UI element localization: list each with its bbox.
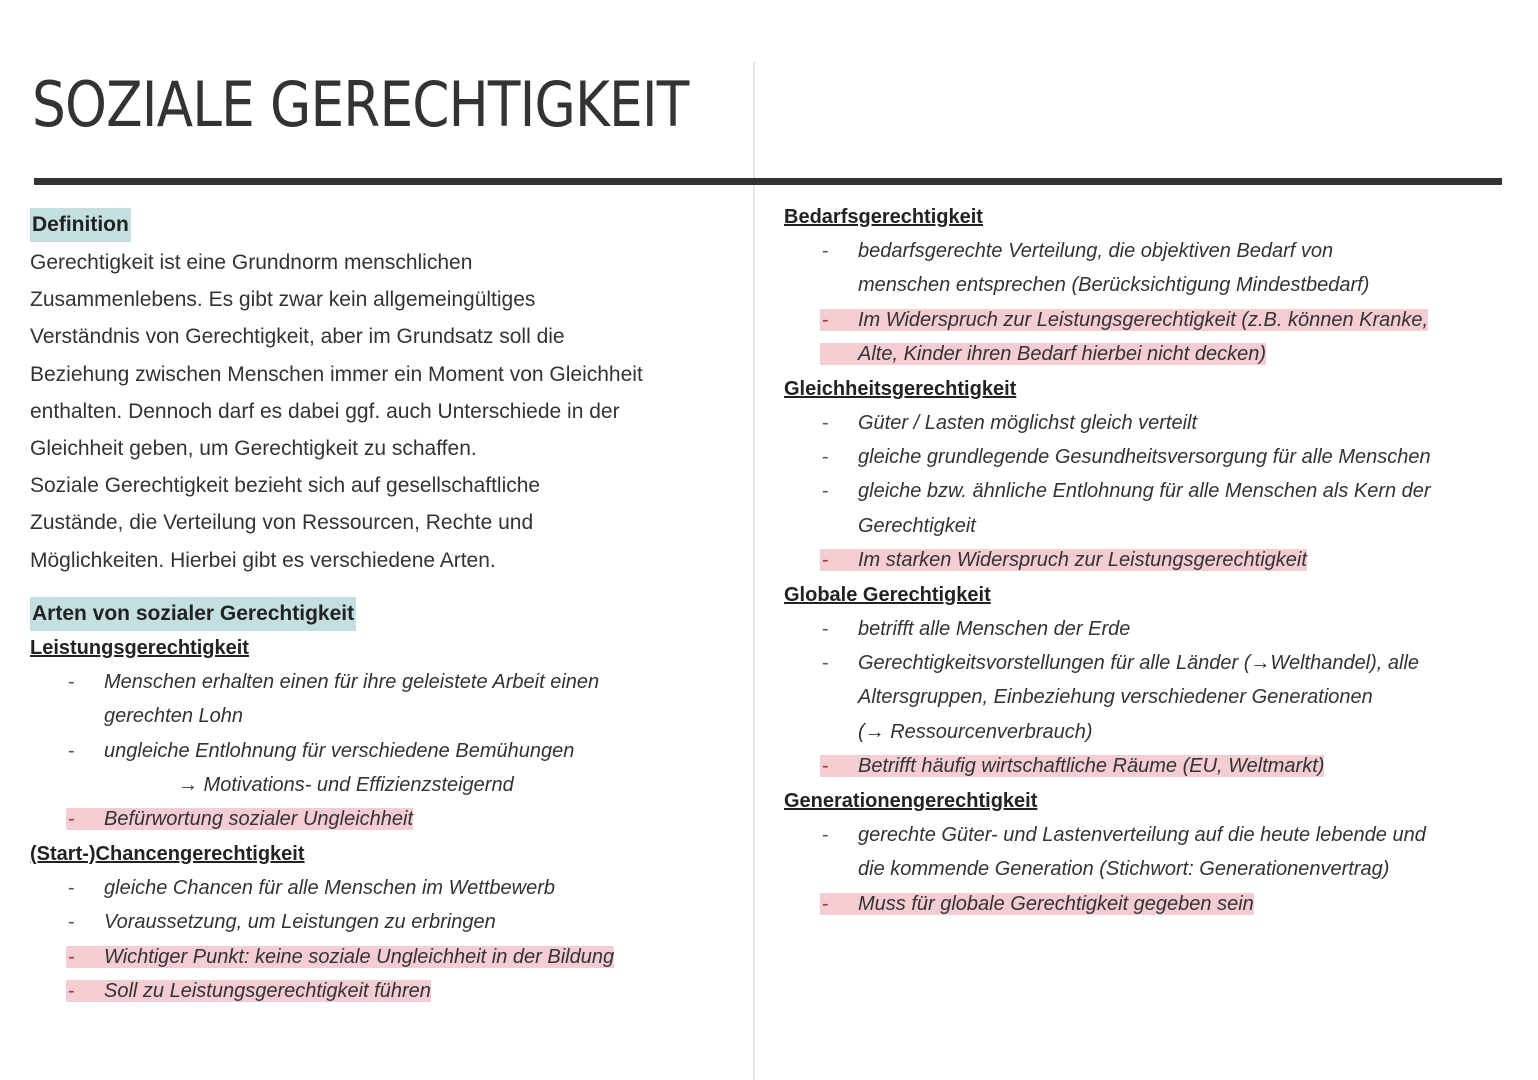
definition-line: Zustände, die Verteilung von Ressourcen, Rechte und: [30, 511, 534, 535]
definition-line: Gerechtigkeit ist eine Grundnorm menschlichen: [30, 251, 473, 274]
list-item: - gerechte Güter- und Lastenverteilung auf die heute lebende und die kommende Generation (Stichwort: Generationenvertrag): [784, 818, 1504, 887]
definition-line: Soziale Gerechtigkeit bezieht sich auf gesellschaftliche: [30, 474, 541, 498]
list-item: - Menschen erhalten einen für ihre geleistete Arbeit einen gerechten Lohn: [30, 665, 730, 734]
bullet-dash: -: [822, 652, 829, 675]
bullet-dash: -: [822, 892, 829, 915]
list-item: - ungleiche Entlohnung für verschiedene Bemühungen: [30, 734, 730, 768]
definition-heading: Definition: [30, 208, 131, 242]
definition-line: Verständnis von Gerechtigkeit, aber im Grundsatz soll die: [30, 325, 565, 349]
definition-line: Beziehung zwischen Menschen immer ein Moment von Gleichheit: [30, 362, 643, 386]
list-item: - Güter / Lasten möglichst gleich verteilt: [784, 406, 1504, 440]
list-item-highlighted: - Betrifft häufig wirtschaftliche Räume (EU, Weltmarkt): [784, 749, 1504, 783]
list-item: - gleiche Chancen für alle Menschen im Wettbewerb: [30, 871, 730, 905]
definition-line: enthalten. Dennoch darf es dabei ggf. auch Unterschiede in der: [30, 399, 620, 423]
list-item: - Gerechtigkeitsvorstellungen für alle Länder (→Welthandel), alle Altersgruppen, Einbeziehung verschiedener Generationen (→ Ressourcenverbrauch): [784, 646, 1504, 749]
subheading-chancengerechtigkeit: (Start-)Chancengerechtigkeit: [30, 842, 305, 865]
bullet-dash: -: [68, 739, 75, 762]
list-item: - betrifft alle Menschen der Erde: [784, 612, 1504, 646]
definition-line: Zusammenlebens. Es gibt zwar kein allgemeingültiges: [30, 288, 536, 312]
list-item-highlighted: - Muss für globale Gerechtigkeit gegeben sein: [784, 887, 1504, 921]
bullet-dash: -: [68, 670, 75, 693]
bullet-dash: -: [822, 823, 829, 846]
arrow-note: → Motivations- und Effizienzsteigernd: [178, 774, 514, 797]
title-rule: [34, 178, 1502, 185]
right-column: [784, 200, 1504, 921]
bullet-dash: -: [68, 876, 75, 899]
bedarf-bullets: [784, 234, 1504, 372]
bullet-dash: -: [822, 480, 829, 503]
bullet-dash: -: [68, 911, 75, 934]
subheading-leistungsgerechtigkeit: Leistungsgerechtigkeit: [30, 636, 249, 659]
list-item-highlighted: - Wichtiger Punkt: keine soziale Ungleichheit in der Bildung: [30, 940, 730, 974]
global-bullets: [784, 612, 1504, 784]
bullet-dash: -: [822, 549, 829, 572]
subheading-gleichheitsgerechtigkeit: Gleichheitsgerechtigkeit: [784, 377, 1017, 400]
types-heading: Arten von sozialer Gerechtigkeit: [30, 597, 356, 631]
page-divider: [753, 62, 755, 1080]
page-title: SOZIALE GERECHTIGKEIT: [32, 68, 689, 141]
definition-line: Möglichkeiten. Hierbei gibt es verschiedene Arten.: [30, 548, 496, 572]
left-column: [30, 208, 730, 1008]
list-item: - gleiche grundlegende Gesundheitsversorgung für alle Menschen: [784, 440, 1504, 474]
bullet-dash: -: [822, 446, 829, 469]
bullet-dash: -: [822, 617, 829, 640]
bullet-dash: -: [68, 945, 75, 968]
subheading-bedarfsgerechtigkeit: Bedarfsgerechtigkeit: [784, 206, 983, 228]
leistung-bullets: [30, 665, 730, 837]
bullet-dash: -: [822, 308, 829, 331]
gleichheit-bullets: [784, 406, 1504, 578]
list-item: - Voraussetzung, um Leistungen zu erbringen: [30, 905, 730, 939]
bullet-dash: -: [68, 808, 75, 831]
list-item-highlighted: - Befürwortung sozialer Ungleichheit: [30, 802, 730, 836]
chancen-bullets: [30, 871, 730, 1009]
definition-line: Gleichheit geben, um Gerechtigkeit zu schaffen.: [30, 437, 477, 461]
list-item-highlighted: - Soll zu Leistungsgerechtigkeit führen: [30, 974, 730, 1008]
bullet-dash: -: [822, 755, 829, 778]
bullet-dash: -: [822, 411, 829, 434]
subheading-generationengerechtigkeit: Generationengerechtigkeit: [784, 789, 1038, 812]
subheading-globale-gerechtigkeit: Globale Gerechtigkeit: [784, 583, 991, 606]
list-item: - bedarfsgerechte Verteilung, die objektiven Bedarf von menschen entsprechen (Berücksichtigung Mindestbedarf): [784, 234, 1504, 303]
definition-paragraph: [30, 244, 730, 579]
bullet-dash: -: [822, 240, 829, 262]
list-item-highlighted: - Im starken Widerspruch zur Leistungsgerechtigkeit: [784, 543, 1504, 577]
bullet-dash: -: [68, 980, 75, 1003]
list-item-highlighted: - Im Widerspruch zur Leistungsgerechtigkeit (z.B. können Kranke, Alte, Kinder ihren Bedarf hierbei nicht decken): [784, 303, 1504, 372]
generationen-bullets: [784, 818, 1504, 921]
list-item: - gleiche bzw. ähnliche Entlohnung für alle Menschen als Kern der Gerechtigkeit: [784, 474, 1504, 543]
